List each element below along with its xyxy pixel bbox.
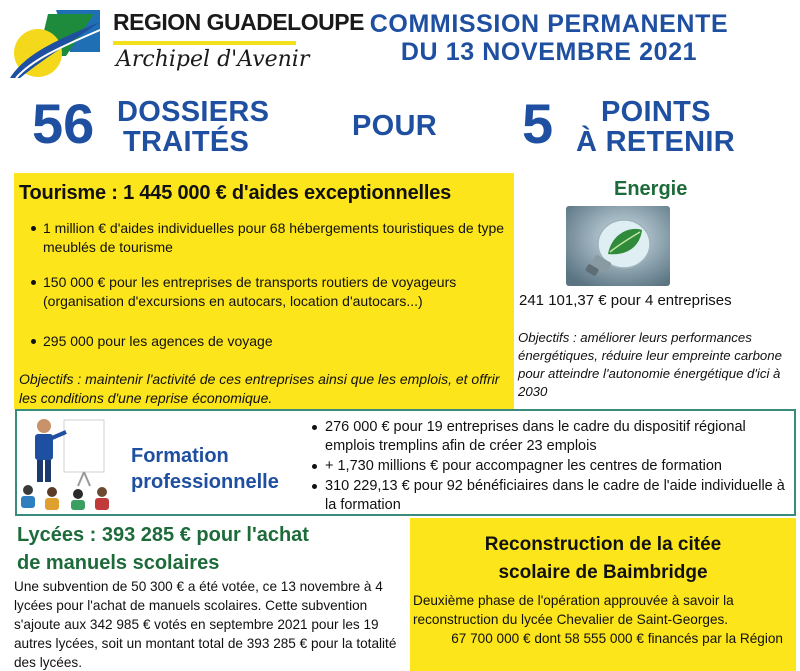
energie-title: Energie xyxy=(614,178,688,200)
formation-bullet-1: 276 000 € pour 19 entreprises dans le cadre du dispositif régional emplois tremplins afin de créer 23 emplois xyxy=(325,419,746,454)
region-slogan: Archipel d'Avenir xyxy=(116,47,310,72)
tourisme-bullet-1: 1 million € d'aides individuelles pour 68 hébergements touristiques de type meublés de tourisme xyxy=(43,220,505,255)
reconstruction-title xyxy=(430,531,776,587)
energie-amount: 241 101,37 € pour 4 entreprises xyxy=(519,292,732,309)
lycees-title xyxy=(17,521,309,577)
points-label-2: À RETENIR xyxy=(576,126,735,158)
formation-bullet-2: + 1,730 millions € pour accompagner les centres de formation xyxy=(325,458,722,474)
bullet-dot xyxy=(312,425,317,430)
reconstruction-body: Deuxième phase de l'opération approuvée à savoir la reconstruction du lycée Chevalier de Saint-Georges. xyxy=(413,593,734,627)
connector-word: POUR xyxy=(352,110,437,142)
formation-title xyxy=(131,443,279,495)
lightbulb-leaf-icon xyxy=(566,206,670,286)
bullet-dot xyxy=(31,226,36,231)
bullet-dot xyxy=(312,484,317,489)
tourisme-bullet-2: 150 000 € pour les entreprises de transports routiers de voyageurs (organisation d'excursions en autocars, location d'autocars...) xyxy=(43,274,457,309)
energie-objectifs: Objectifs : améliorer leurs performances énergétiques, réduire leur empreinte carbone pour atteindre l'autonomie énergétique d'ici à 2030 xyxy=(518,330,782,399)
tourisme-title: Tourisme : 1 445 000 € d'aides exceptionnelles xyxy=(19,182,452,204)
bullet-dot xyxy=(31,280,36,285)
lycees-title-line-1: Lycées : 393 285 € pour l'achat xyxy=(17,524,309,546)
tourisme-bullet-3: 295 000 pour les agences de voyage xyxy=(43,333,273,349)
region-logo-icon xyxy=(8,8,103,80)
formation-title-line-1: Formation xyxy=(131,445,229,467)
reconstruction-title-line-1: Reconstruction de la citée xyxy=(484,534,722,555)
points-count: 5 xyxy=(522,92,554,155)
bullet-dot xyxy=(312,464,317,469)
points-label-1: POINTS xyxy=(601,96,711,128)
commission-line-2: DU 13 NOVEMBRE 2021 xyxy=(400,38,698,66)
tourisme-objectifs: Objectifs : maintenir l'activité de ces entreprises ainsi que les emplois, et offrir les conditions d'une reprise économique. xyxy=(19,371,500,406)
formation-title-line-2: professionnelle xyxy=(131,471,279,493)
commission-line-1: COMMISSION PERMANENTE xyxy=(369,10,729,38)
bullet-dot xyxy=(31,339,36,344)
dossiers-label-2: TRAITÉS xyxy=(123,126,250,158)
presentation-trainer-icon xyxy=(18,414,118,510)
dossiers-count: 56 xyxy=(32,92,95,155)
lycees-title-line-2: de manuels scolaires xyxy=(17,552,220,574)
region-name: REGION GUADELOUPE xyxy=(113,9,364,35)
formation-bullet-3: 310 229,13 € pour 92 bénéficiaires dans le cadre de l'aide individuelle à la formation xyxy=(325,478,785,513)
lycees-body: Une subvention de 50 300 € a été votée, ce 13 novembre à 4 lycées pour l'achat de manuels scolaires. Cette subvention s'ajoute aux 342 985 € votés en septembre 2021 pour les 19 autres lycées, soit un montant total de 393 285 € pour la totalité des lycées. xyxy=(14,579,397,670)
reconstruction-funding: 67 700 000 € dont 58 555 000 € financés par la Région xyxy=(451,631,783,646)
reconstruction-title-line-2: scolaire de Baimbridge xyxy=(498,562,708,583)
dossiers-label-1: DOSSIERS xyxy=(117,96,270,128)
logo-divider xyxy=(113,41,296,45)
commission-heading xyxy=(310,10,788,66)
